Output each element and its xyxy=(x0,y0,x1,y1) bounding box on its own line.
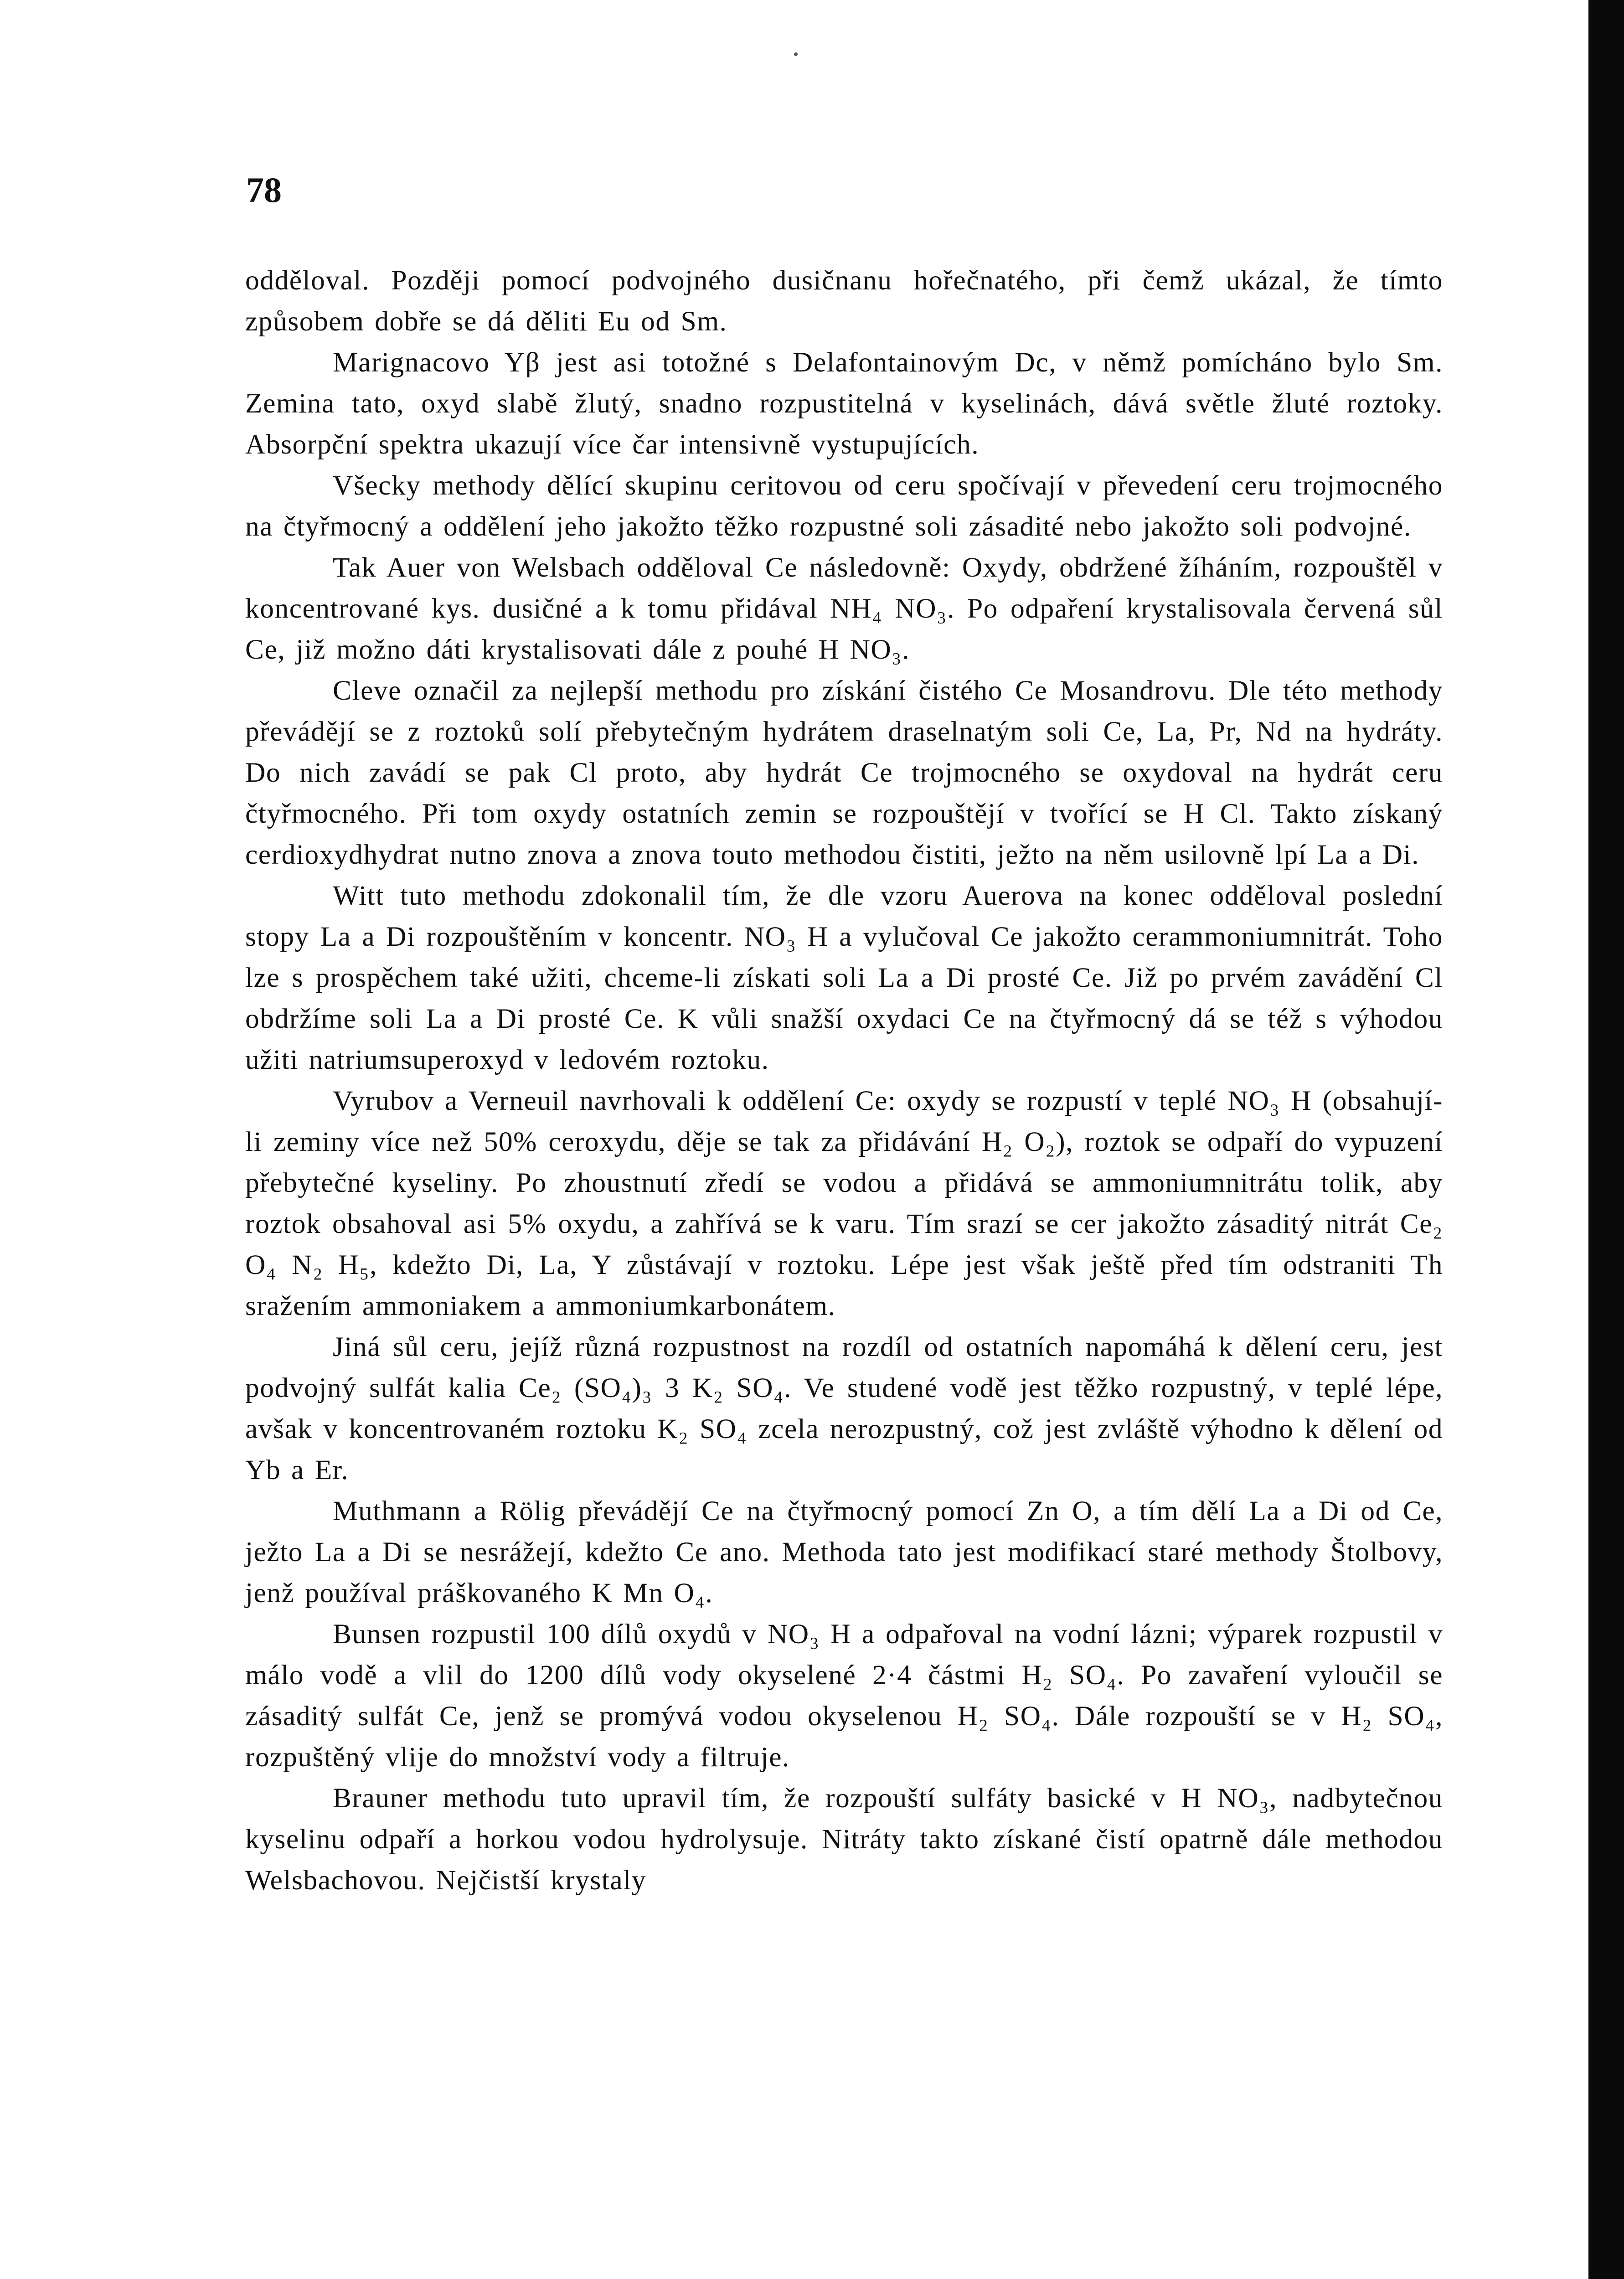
scan-edge-border xyxy=(1588,0,1624,2279)
paragraph: Muthmann a Rölig převádějí Ce na čtyřmocný pomocí Zn O, a tím dělí La a Di od Ce, ježto La a Di se nesrážejí, kdežto Ce ano. Methoda tato jest modifikací staré methody Štolbovy, jenž používal práškovaného K Mn O₄. xyxy=(245,1495,1443,1609)
paragraph: Vyrubov a Verneuil navrhovali k oddělení Ce: oxydy se rozpustí v teplé NO₃ H (obsahují-li zeminy více než 50% ceroxydu, děje se tak za přidávání H₂ O₂), roztok se odpaří do vypuzení přebytečné kyseliny. Po zhoustnutí zředí se vodou a přidává se ammoniumnitrátu tolik, aby roztok obsahoval asi 5% oxydu, a zahřívá se k varu. Tím srazí se cer jakožto zásaditý nitrát Ce₂ O₄ N₂ H₅, kdežto Di, La, Y zůstávají v roztoku. Lépe jest však ještě před tím odstraniti Th sražením ammoniakem a ammoniumkarbonátem. xyxy=(245,1085,1443,1321)
paragraph: Marignacovo Yβ jest asi totožné s Delafontainovým Dc, v němž pomícháno bylo Sm. Zemina tato, oxyd slabě žlutý, snadno rozpustitelná v kyselinách, dává světle žluté roztoky. Absorpční spektra ukazují více čar intensivně vystupujících. xyxy=(245,347,1443,460)
paragraph: Všecky methody dělící skupinu ceritovou od ceru spočívají v převedení ceru trojmocného na čtyřmocný a oddělení jeho jakožto těžko rozpustné soli zásadité nebo jakožto soli podvojné. xyxy=(245,470,1443,542)
scan-speck xyxy=(794,52,798,56)
body-text xyxy=(245,260,1443,1901)
paragraph: Jiná sůl ceru, jejíž různá rozpustnost na rozdíl od ostatních napomáhá k dělení ceru, jest podvojný sulfát kalia Ce₂ (SO₄)₃ 3 K₂ SO₄. Ve studené vodě jest těžko rozpustný, v teplé lépe, avšak v koncentrovaném roztoku K₂ SO₄ zcela nerozpustný, což jest zvláště výhodno k dělení od Yb a Er. xyxy=(245,1331,1443,1485)
paragraph: Brauner methodu tuto upravil tím, že rozpouští sulfáty basické v H NO₃, nadbytečnou kyselinu odpaří a horkou vodou hydrolysuje. Nitráty takto získané čistí opatrně dále methodou Welsbachovou. Nejčistší krystaly xyxy=(245,1783,1443,1896)
page-number: 78 xyxy=(246,170,282,210)
paragraph: Cleve označil za nejlepší methodu pro získání čistého Ce Mosandrovu. Dle této methody převádějí se z roztoků solí přebytečným hydrátem draselnatým soli Ce, La, Pr, Nd na hydráty. Do nich zavádí se pak Cl proto, aby hydrát Ce trojmocného se oxydoval na hydrát ceru čtyřmocného. Při tom oxydy ostatních zemin se rozpouštějí v tvořící se H Cl. Takto získaný cerdioxydhydrat nutno znova a znova touto methodou čistiti, ježto na něm usilovně lpí La a Di. xyxy=(245,675,1443,870)
paragraph: Tak Auer von Welsbach odděloval Ce následovně: Oxydy, obdržené žíháním, rozpouštěl v koncentrované kys. dusičné a k tomu přidával NH₄ NO₃. Po odpaření krystalisovala červená sůl Ce, již možno dáti krystalisovati dále z pouhé H NO₃. xyxy=(245,552,1443,665)
paragraph: Witt tuto methodu zdokonalil tím, že dle vzoru Auerova na konec odděloval poslední stopy La a Di rozpouštěním v koncentr. NO₃ H a vylučoval Ce jakožto cerammoniumnitrát. Toho lze s prospěchem také užiti, chceme-li získati soli La a Di prosté Ce. Již po prvém zavádění Cl obdržíme soli La a Di prosté Ce. K vůli snažší oxydaci Ce na čtyřmocný dá se též s výhodou užiti natriumsuperoxyd v ledovém roztoku. xyxy=(245,880,1443,1075)
paragraph: odděloval. Později pomocí podvojného dusičnanu hořečnatého, při čemž ukázal, že tímto způsobem dobře se dá děliti Eu od Sm. xyxy=(245,265,1443,337)
paragraph: Bunsen rozpustil 100 dílů oxydů v NO₃ H a odpařoval na vodní lázni; výparek rozpustil v málo vodě a vlil do 1200 dílů vody okyselené 2·4 částmi H₂ SO₄. Po zavaření vyloučil se zásaditý sulfát Ce, jenž se promývá vodou okyselenou H₂ SO₄. Dále rozpouští se v H₂ SO₄, rozpuštěný vlije do množství vody a filtruje. xyxy=(245,1619,1443,1773)
